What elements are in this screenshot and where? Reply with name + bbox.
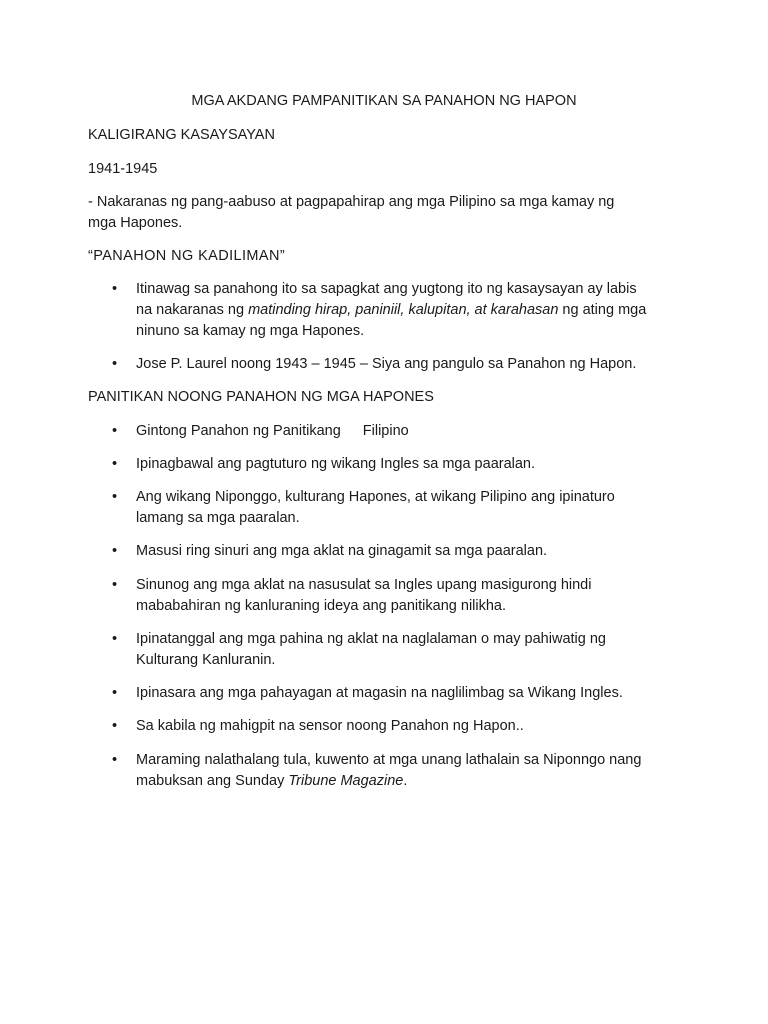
bullet-panahon-line-1: Itinawag sa panahong ito sa sapagkat ang yugtong ito ng kasaysayan ay labis — [136, 281, 637, 297]
bullet-sa-kabila: Sa kabila ng mahigpit na sensor noong Panahon ng Hapon.. — [136, 718, 524, 734]
bullet-maraming-line-2-post: . — [403, 773, 408, 789]
bullet-marker: • — [112, 423, 118, 439]
intro-paragraph-line-2: mga Hapones. — [88, 215, 183, 231]
bullet-marker: • — [112, 489, 118, 505]
bullet-maraming-line-2 — [136, 771, 407, 792]
bullet-panahon-line-2-pre: na nakaranas ng — [136, 302, 249, 318]
bullet-gintong-part-2: Filipino — [362, 423, 409, 439]
bullet-ipinagbawal: Ipinagbawal ang pagtuturo ng wikang Ingles sa mga paaralan. — [136, 456, 536, 472]
bullet-gintong-panahon — [136, 421, 409, 442]
bullet-marker: • — [112, 456, 118, 472]
bullet-niponggo-line-1: Ang wikang Niponggo, kulturang Hapones, at wikang Pilipino ang ipinaturo — [136, 489, 615, 505]
bullet-marker: • — [112, 631, 118, 647]
bullet-laurel: Jose P. Laurel noong 1943 – 1945 – Siya ang pangulo sa Panahon ng Hapon. — [136, 356, 637, 372]
bullet-ipinatanggal-line-2: Kulturang Kanluranin. — [136, 652, 276, 668]
bullet-panahon-line-3: ninuno sa kamay ng mga Hapones. — [136, 323, 365, 339]
bullet-panahon-italic: matinding hirap, paniniil, kalupitan, at karahasan — [248, 302, 559, 318]
bullet-marker: • — [112, 752, 118, 768]
bullet-marker: • — [112, 543, 118, 559]
year-range: 1941-1945 — [88, 161, 158, 177]
bullet-gintong-part-1: Gintong Panahon ng Panitikang — [136, 423, 341, 439]
bullet-sinunog-line-1: Sinunog ang mga aklat na nasusulat sa Ingles upang masigurong hindi — [136, 577, 592, 593]
bullet-marker: • — [112, 356, 118, 372]
bullet-masusi: Masusi ring sinuri ang mga aklat na ginagamit sa mga paaralan. — [136, 543, 548, 559]
bullet-marker: • — [112, 281, 118, 297]
bullet-panahon-line-2-post: ng ating mga — [558, 302, 647, 318]
bullet-marker: • — [112, 718, 118, 734]
bullet-sinunog-line-2: mababahiran ng kanluraning ideya ang panitikang nilikha. — [136, 598, 507, 614]
quote-heading: “PANAHON NG KADILIMAN” — [88, 248, 286, 264]
bullet-maraming-line-1: Maraming nalathalang tula, kuwento at mga unang lathalain sa Niponngo nang — [136, 752, 642, 768]
bullet-ipinasara: Ipinasara ang mga pahayagan at magasin na naglilimbag sa Wikang Ingles. — [136, 685, 623, 701]
bullet-ipinatanggal-line-1: Ipinatanggal ang mga pahina ng aklat na naglalaman o may pahiwatig ng — [136, 631, 606, 647]
document-title: MGA AKDANG PAMPANITIKAN SA PANAHON NG HAPON — [191, 93, 577, 109]
intro-paragraph-line-1: - Nakaranas ng pang-aabuso at pagpapahirap ang mga Pilipino sa mga kamay ng — [88, 194, 615, 210]
section-heading-panitikan: PANITIKAN NOONG PANAHON NG MGA HAPONES — [88, 389, 434, 405]
bullet-marker: • — [112, 685, 118, 701]
bullet-marker: • — [112, 577, 118, 593]
section-heading-kaligirang: KALIGIRANG KASAYSAYAN — [88, 127, 275, 143]
bullet-niponggo-line-2: lamang sa mga paaralan. — [136, 510, 300, 526]
tribune-magazine-italic: Tribune Magazine — [288, 773, 404, 789]
bullet-panahon-line-2 — [136, 300, 646, 321]
bullet-maraming-line-2-pre: mabuksan ang Sunday — [136, 773, 289, 789]
